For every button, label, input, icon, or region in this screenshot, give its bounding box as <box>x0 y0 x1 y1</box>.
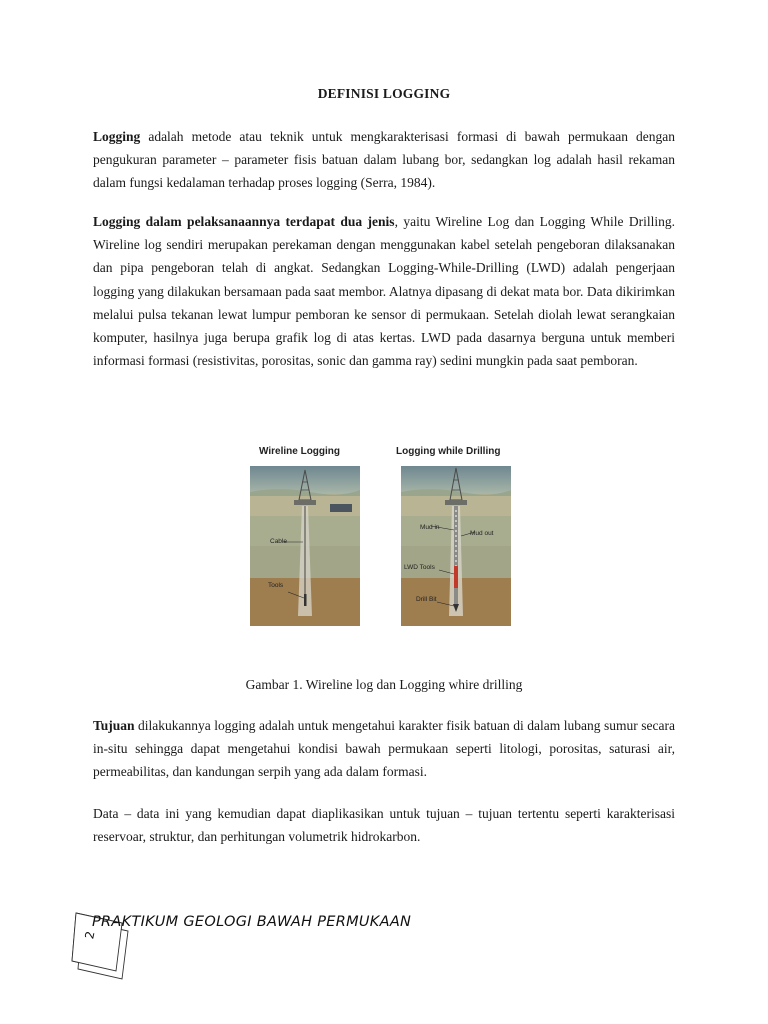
label-mud-out: Mud out <box>470 530 494 537</box>
wireline-logging-illustration <box>250 466 360 626</box>
paragraph-definition <box>93 125 675 195</box>
paragraph-application <box>93 802 675 848</box>
paragraph-bold-term: Logging dalam pelaksanaannya terdapat dua jenis <box>93 214 395 229</box>
paragraph-text: , yaitu Wireline Log dan Logging While Drilling. Wireline log sendiri merupakan perekaman dengan menggunakan kabel setelah pengeboran dilaksanakan dan pipa pengeboran telah di angkat. Sedangkan Logging-While-Drilling (LWD) adalah pengerjaan logging yang dilakukan bersamaan pada saat membor. Alatnya dipasang di dekat mata bor. Data dikirimkan melalui pulsa tekanan lewat lumpur pemboran ke sensor di permukaan. Setelah diolah lewat serangkaian komputer, hasilnya juga berupa grafik log di atas kertas. LWD pada dasarnya berguna untuk memberi informasi formasi (resistivitas, porositas, sonic dan gamma ray) sedini mungkin pada saat pemboran. <box>93 214 675 369</box>
label-lwd-tools: LWD Tools <box>404 564 435 571</box>
page-number: 2 <box>82 929 98 941</box>
label-mud-in: Mud in <box>420 524 440 531</box>
paragraph-bold-term: Logging <box>93 129 141 144</box>
figure-title-wireline: Wireline Logging <box>259 446 341 457</box>
paragraph-text: adalah metode atau teknik untuk mengkarakterisasi formasi di bawah permukaan dengan pengukuran parameter – parameter fisis batuan dalam lubang bor, sedangkan log adalah hasil rekaman dalam fungsi kedalaman terhadap proses logging (Serra, 1984). <box>93 129 675 191</box>
label-tools: Tools <box>268 582 284 589</box>
paragraph-text: Data – data ini yang kemudian dapat diaplikasikan untuk tujuan – tujuan tertentu seperti karakterisasi reservoar, struktur, dan perhitungan volumetrik hidrokarbon. <box>93 806 675 845</box>
footer-title: PRAKTIKUM GEOLOGI BAWAH PERMUKAAN <box>92 914 412 930</box>
page-title: DEFINISI LOGGING <box>317 86 451 101</box>
paragraph-purpose <box>93 714 675 784</box>
label-cable: Cable <box>270 538 287 545</box>
figure-caption: Gambar 1. Wireline log dan Logging whire drilling <box>245 677 523 692</box>
figure-title-lwd: Logging while Drilling <box>396 446 501 457</box>
paragraph-bold-term: Tujuan <box>93 718 135 733</box>
label-drill-bit: Drill Bit <box>416 596 437 603</box>
paragraph-types <box>93 210 675 372</box>
paragraph-text: dilakukannya logging adalah untuk mengetahui karakter fisik batuan di dalam lubang sumur secara in-situ sehingga dapat mengetahui kondisi bawah permukaan seperti litologi, porositas, saturasi air, permeabilitas, dan kandungan serpih yang ada dalam formasi. <box>93 718 675 780</box>
logging-figure <box>0 440 768 640</box>
